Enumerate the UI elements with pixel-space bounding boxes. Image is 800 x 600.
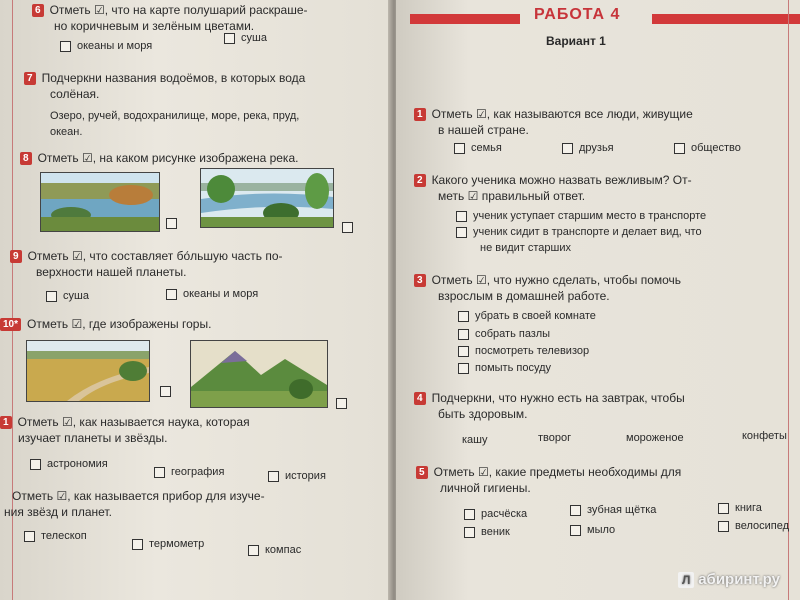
task-6-q2: но коричневым и зелёным цветами. <box>54 19 255 33</box>
task-9 <box>10 248 380 280</box>
checkbox[interactable] <box>336 398 347 409</box>
checkbox[interactable] <box>268 471 279 482</box>
checkbox[interactable] <box>166 289 177 300</box>
task-10-q: 10* Отметь ☑, где изображены горы. <box>0 316 370 332</box>
task-5 <box>416 464 800 496</box>
option[interactable]: зубная щётка <box>570 504 656 516</box>
task-number: 7 <box>24 72 36 85</box>
option[interactable]: общество <box>674 142 741 154</box>
checkbox[interactable] <box>458 311 469 322</box>
task-number: 3 <box>414 274 426 287</box>
answer-word[interactable]: творог <box>538 432 572 444</box>
checkbox[interactable] <box>570 525 581 536</box>
left-page <box>0 0 392 600</box>
checkbox[interactable] <box>224 33 235 44</box>
checkbox[interactable] <box>160 386 171 397</box>
option[interactable] <box>166 218 177 229</box>
option[interactable]: суша <box>224 32 267 44</box>
margin-line <box>788 0 789 600</box>
option[interactable]: друзья <box>562 142 614 154</box>
task-2 <box>414 172 784 204</box>
task-7-list: Озеро, ручей, водохранилище, море, река, пруд, <box>50 110 300 122</box>
work-title: РАБОТА 4 <box>534 6 621 23</box>
task-number: 4 <box>414 392 426 405</box>
task-7-q2: солёная. <box>50 87 100 101</box>
task-number: 5 <box>416 466 428 479</box>
task-3-q2: взрослым в домашней работе. <box>438 289 610 303</box>
option[interactable]: астрономия <box>30 458 108 470</box>
task-8-q: 8 Отметь ☑, на каком рисунке изображена река. <box>20 150 380 166</box>
option[interactable]: семья <box>454 142 502 154</box>
title-bar-left <box>410 14 520 24</box>
checkbox[interactable] <box>46 291 57 302</box>
option[interactable]: книга <box>718 502 762 514</box>
checkbox[interactable] <box>718 503 729 514</box>
mountains-picture <box>190 340 328 408</box>
checkbox[interactable] <box>154 467 165 478</box>
task-12-q2: ния звёзд и планет. <box>4 505 112 519</box>
checkbox[interactable] <box>132 539 143 550</box>
task-11-q2: изучает планеты и звёзды. <box>18 431 168 445</box>
checkbox[interactable] <box>30 459 41 470</box>
river-picture <box>200 168 334 228</box>
task-11 <box>0 414 370 446</box>
option[interactable]: география <box>154 466 224 478</box>
option[interactable]: океаны и моря <box>60 40 152 52</box>
option[interactable] <box>342 222 353 233</box>
checkbox[interactable] <box>458 363 469 374</box>
task-3-q1: 3 Отметь ☑, что нужно сделать, чтобы помочь <box>414 272 784 288</box>
task-5-q2: личной гигиены. <box>440 481 531 495</box>
task-number: 6 <box>32 4 44 17</box>
checkbox[interactable] <box>24 531 35 542</box>
answer-word[interactable]: конфеты <box>742 430 787 442</box>
task-6-q1: 6 Отметь ☑, что на карте полушарий раскраше- <box>32 2 392 18</box>
answer-word[interactable]: кашу <box>462 434 488 446</box>
option[interactable]: история <box>268 470 326 482</box>
task-2-q2: меть ☑ правильный ответ. <box>438 189 586 203</box>
checkbox[interactable] <box>458 346 469 357</box>
task-4-q1: 4 Подчеркни, что нужно есть на завтрак, чтобы <box>414 390 798 406</box>
task-12 <box>0 488 370 520</box>
task-11-q1: 1 Отметь ☑, как называется наука, которая <box>0 414 370 430</box>
watermark-text: абиринт.ру <box>698 571 780 588</box>
task-5-q1: 5 Отметь ☑, какие предметы необходимы для <box>416 464 800 480</box>
option[interactable]: компас <box>248 544 301 556</box>
task-8 <box>20 150 380 166</box>
title-bar-right <box>652 14 800 24</box>
option[interactable]: океаны и моря <box>166 288 258 300</box>
task-4-q2: быть здоровым. <box>438 407 528 421</box>
task-12-q1: Отметь ☑, как называется прибор для изуче- <box>12 489 265 503</box>
task-9-q2: верхности нашей планеты. <box>36 265 187 279</box>
checkbox[interactable] <box>454 143 465 154</box>
task-1-q2: в нашей стране. <box>438 123 529 137</box>
answer-word[interactable]: мороженое <box>626 432 684 444</box>
checkbox[interactable] <box>166 218 177 229</box>
option[interactable] <box>336 398 347 409</box>
option[interactable]: веник <box>464 526 510 538</box>
checkbox[interactable] <box>342 222 353 233</box>
option[interactable]: ученик сидит в транспорте и делает вид, что <box>456 226 702 238</box>
task-1-q1: 1 Отметь ☑, как называются все люди, живущие <box>414 106 774 122</box>
task-number: 2 <box>414 174 426 187</box>
checkbox[interactable] <box>456 211 467 222</box>
option[interactable]: собрать пазлы <box>458 328 550 340</box>
task-number: 10* <box>0 318 21 331</box>
option[interactable]: термометр <box>132 538 204 550</box>
option[interactable]: расчёска <box>464 508 527 520</box>
option[interactable]: убрать в своей комнате <box>458 310 596 322</box>
option[interactable]: помыть посуду <box>458 362 551 374</box>
checkbox[interactable] <box>718 521 729 532</box>
option[interactable] <box>160 386 171 397</box>
option[interactable]: суша <box>46 290 89 302</box>
task-number: 1 <box>0 416 12 429</box>
checkbox[interactable] <box>464 509 475 520</box>
option[interactable]: ученик уступает старшим место в транспорте <box>456 210 706 222</box>
checkbox[interactable] <box>458 329 469 340</box>
checkbox[interactable] <box>674 143 685 154</box>
variant-label: Вариант 1 <box>546 34 606 48</box>
task-10 <box>0 316 370 332</box>
field-picture <box>26 340 150 402</box>
task-4 <box>414 390 798 422</box>
task-3 <box>414 272 784 304</box>
task-7 <box>24 70 384 140</box>
task-7-list: океан. <box>50 126 83 138</box>
labirint-logo-icon: Л <box>678 572 694 588</box>
task-2-q1: 2 Какого ученика можно назвать вежливым? От- <box>414 172 784 188</box>
option-continuation: не видит старших <box>480 242 572 254</box>
checkbox[interactable] <box>60 41 71 52</box>
checkbox[interactable] <box>464 527 475 538</box>
task-6 <box>32 2 392 34</box>
checkbox[interactable] <box>248 545 259 556</box>
task-number: 1 <box>414 108 426 121</box>
checkbox[interactable] <box>570 505 581 516</box>
checkbox[interactable] <box>456 227 467 238</box>
checkbox[interactable] <box>562 143 573 154</box>
lake-picture <box>40 172 160 232</box>
task-number: 9 <box>10 250 22 263</box>
task-1 <box>414 106 774 138</box>
option[interactable]: велосипед <box>718 520 789 532</box>
labirint-watermark <box>678 571 780 588</box>
option[interactable]: посмотреть телевизор <box>458 345 589 357</box>
task-9-q1: 9 Отметь ☑, что составляет бо́льшую часть по- <box>10 248 380 264</box>
task-number: 8 <box>20 152 32 165</box>
right-page <box>396 0 800 600</box>
option[interactable]: мыло <box>570 524 615 536</box>
task-7-q1: 7 Подчеркни названия водоёмов, в которых вода <box>24 70 384 86</box>
option[interactable]: телескоп <box>24 530 87 542</box>
